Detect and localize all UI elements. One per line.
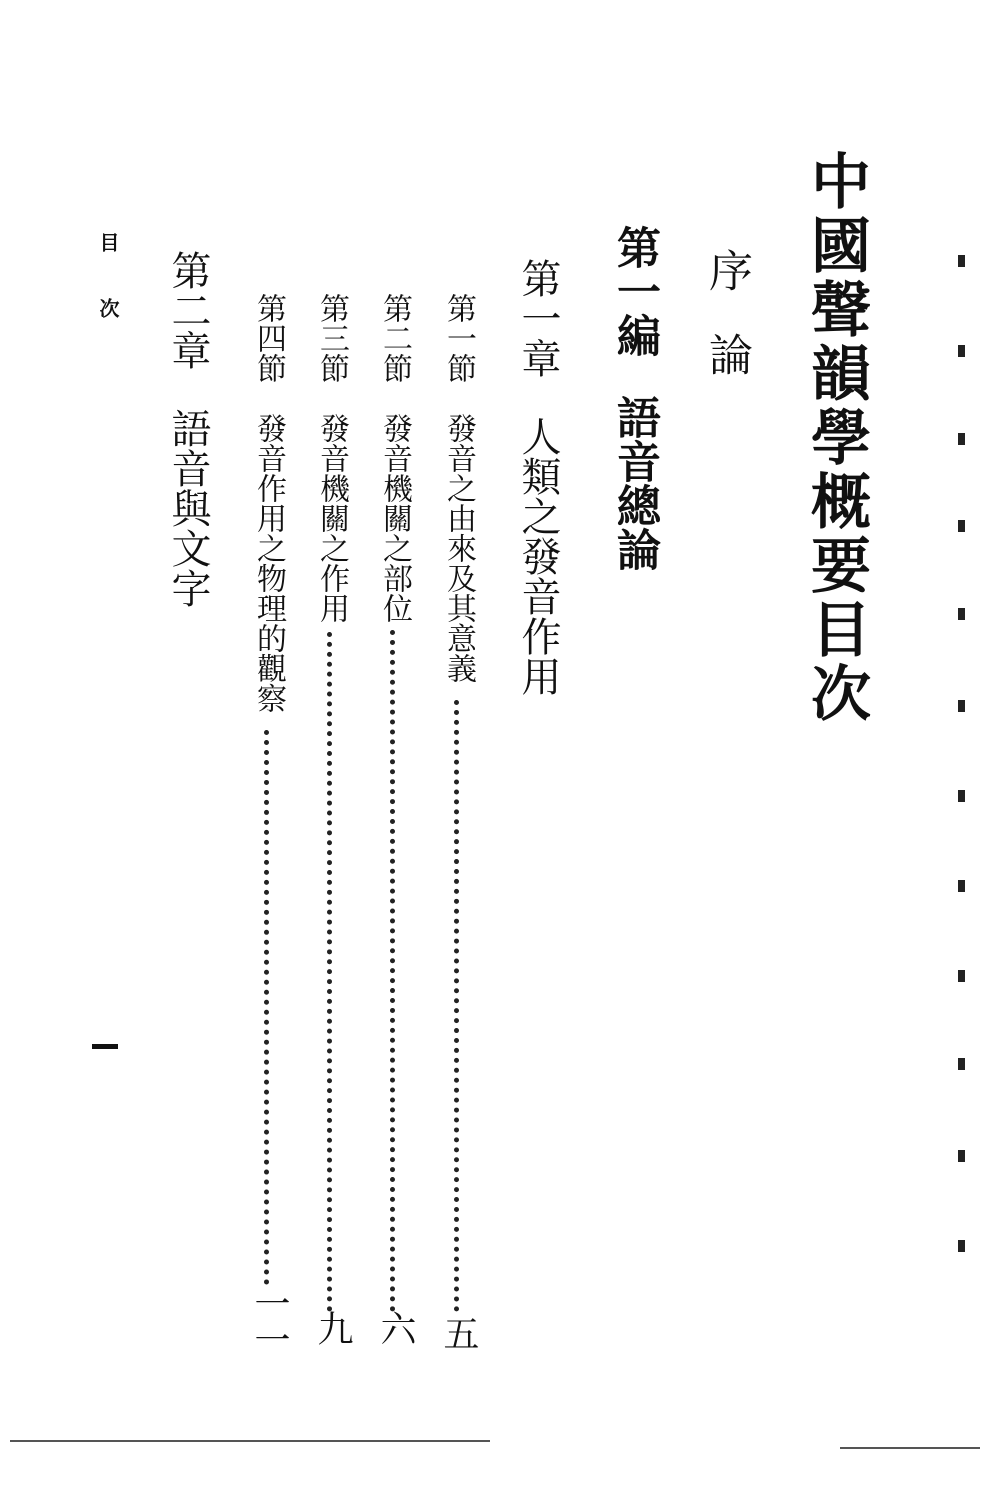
section2-leader [390,630,395,1312]
section3-leader [327,632,332,1312]
binding-mark [958,1058,965,1070]
part-number: 第一編 [609,225,660,357]
preface-char-1: 序 [701,248,752,292]
binding-mark [958,1150,965,1162]
chapter1-number: 第一章 [515,258,561,378]
binding-edge-marks [950,0,980,1498]
bottom-edge-line [10,1440,490,1442]
binding-mark [958,520,965,532]
binding-mark [958,255,965,267]
folio-mark [92,1044,118,1049]
preface-char-2: 論 [701,332,752,376]
section1-leader [454,700,459,1312]
section4-number: 第四節 [251,293,286,383]
toc-section-2[interactable] [377,293,412,623]
section1-number: 第一節 [441,293,476,383]
section2-number: 第二節 [377,293,412,383]
part-title: 語音總論 [609,395,660,571]
section1-page: 五 [438,1315,479,1351]
running-head [98,232,118,318]
toc-part-1[interactable] [609,225,660,571]
binding-mark [958,433,965,445]
section2-title: 發音機關之部位 [377,413,412,623]
toc-section-4[interactable] [251,293,286,713]
toc-section-1[interactable] [441,293,476,683]
chapter2-number: 第二章 [165,250,211,370]
toc-preface[interactable] [701,248,752,376]
toc-chapter-2[interactable] [165,250,211,608]
section2-page: 六 [375,1310,416,1346]
section4-leader [264,730,269,1285]
section3-title: 發音機關之作用 [314,413,349,623]
toc-section-3[interactable] [314,293,349,623]
bottom-edge-line [840,1447,980,1449]
binding-mark [958,790,965,802]
binding-mark [958,700,965,712]
running-head-char-1: 目 [96,232,120,252]
chapter1-title: 人類之發音作用 [515,416,561,696]
toc-chapter-1[interactable] [515,258,561,696]
binding-mark [958,345,965,357]
section3-page: 九 [312,1310,353,1346]
section4-page: 一一 [249,1285,290,1357]
page-title: 中國聲韻學概要目次 [801,150,871,726]
binding-mark [958,608,965,620]
binding-mark [958,970,965,982]
chapter2-title: 語音與文字 [165,408,211,608]
binding-mark [958,880,965,892]
section1-title: 發音之由來及其意義 [441,413,476,683]
section3-number: 第三節 [314,293,349,383]
running-head-char-2: 次 [96,298,120,318]
section4-title: 發音作用之物理的觀察 [251,413,286,713]
binding-mark [958,1240,965,1252]
